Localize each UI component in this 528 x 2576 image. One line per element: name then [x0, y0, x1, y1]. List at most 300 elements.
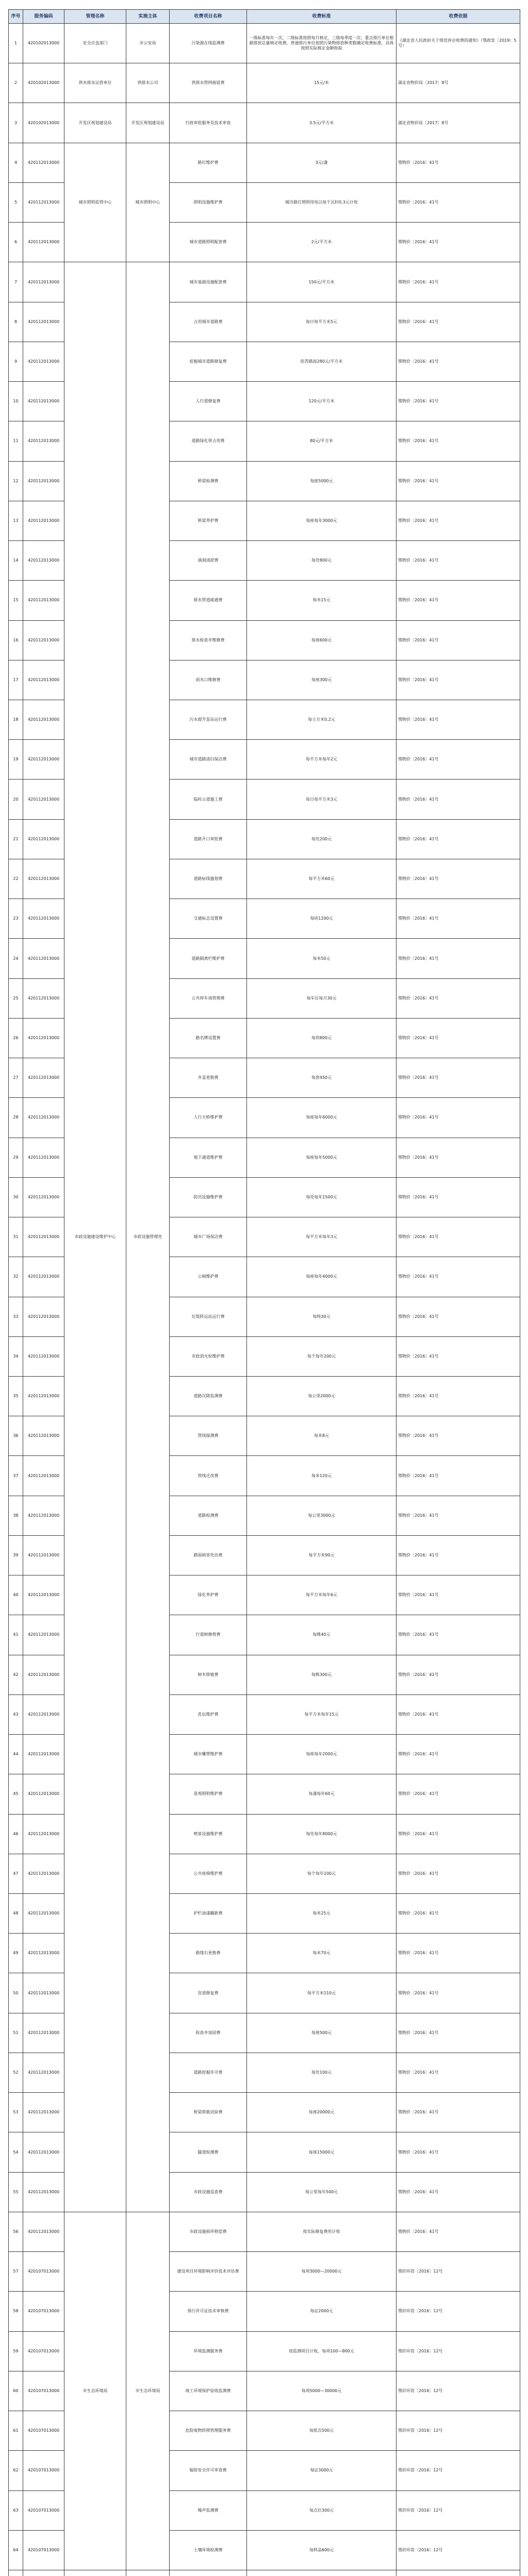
fee-item-name: 照明设施维护费 — [170, 182, 247, 222]
fee-standard: 每米15元 — [247, 581, 397, 620]
row-number: 52 — [9, 2053, 23, 2092]
fee-basis: 鄂物价〔2016〕41号 — [397, 1894, 520, 1934]
fee-standard: 每米50元 — [247, 939, 397, 978]
service-code: 420112013000 — [23, 2093, 64, 2132]
header-cell: 服务编码 — [23, 10, 64, 24]
service-code: 420112013000 — [23, 541, 64, 581]
fee-basis: 鄂物价〔2016〕41号 — [397, 2132, 520, 2172]
row-number: 61 — [9, 2411, 23, 2451]
service-code: 420112013000 — [23, 382, 64, 421]
row-number: 53 — [9, 2093, 23, 2132]
fee-basis: 鄂物价〔2016〕41号 — [397, 1854, 520, 1893]
service-code: 420112013000 — [23, 1376, 64, 1416]
service-code: 420112013000 — [23, 1894, 64, 1934]
row-number — [9, 2570, 23, 2576]
fee-standard: 每吨30元 — [247, 1297, 397, 1336]
fee-basis: 鄂物价〔2016〕41号 — [397, 620, 520, 660]
row-number: 10 — [9, 382, 23, 421]
fee-standard: 每座20000元 — [247, 2093, 397, 2132]
service-code: 420112013000 — [23, 421, 64, 461]
fee-standard: 每平方米每年15元 — [247, 1694, 397, 1734]
fee-item-name: 行政审批服务及技术审查 — [170, 103, 247, 143]
row-number: 31 — [9, 1217, 23, 1257]
fee-item-name: 排水检查井维修费 — [170, 620, 247, 660]
fee-basis: 鄂价环资〔2016〕12号 — [397, 2490, 520, 2530]
row-number: 32 — [9, 1257, 23, 1297]
service-code: 420112013000 — [23, 223, 64, 262]
fee-standard: 每平方米每年6元 — [247, 1575, 397, 1615]
implementing-body: 市生态环境局 — [126, 2212, 170, 2570]
fee-standard: 150元/平方米 — [247, 262, 397, 302]
fee-standard: 每株300元 — [247, 1655, 397, 1694]
service-code: 420112013000 — [23, 501, 64, 540]
fee-item-name: 绿化养护费 — [170, 1575, 247, 1615]
fee-basis: 鄂物价〔2016〕41号 — [397, 302, 520, 342]
fee-standard: 每块1200元 — [247, 899, 397, 939]
service-code — [23, 2570, 64, 2576]
implementing-body: 城市照明中心 — [126, 143, 170, 262]
managing-agency — [64, 2570, 126, 2576]
fee-item-name: 市政设施损坏赔偿费 — [170, 2212, 247, 2251]
fee-standard: 每日每平方米3元 — [247, 779, 397, 819]
service-code: 420112013000 — [23, 581, 64, 620]
fee-item-name: 环境监测服务费 — [170, 2331, 247, 2371]
service-code: 420112013000 — [23, 1456, 64, 1496]
fee-basis: 鄂物价〔2016〕41号 — [397, 1018, 520, 1058]
service-code: 420112013000 — [23, 1336, 64, 1376]
row-number: 45 — [9, 1774, 23, 1814]
row-number: 28 — [9, 1098, 23, 1138]
fee-basis: 鄂物价〔2016〕41号 — [397, 2172, 520, 2212]
service-code: 420112013000 — [23, 899, 64, 939]
fee-item-name: 土壤环境检测费 — [170, 2530, 247, 2570]
fee-standard: 每公里3000元 — [247, 1496, 397, 1535]
fee-table-body — [9, 24, 520, 2576]
row-number: 55 — [9, 2172, 23, 2212]
service-code: 420102013000 — [23, 24, 64, 63]
fee-item-name: 路名牌设置费 — [170, 1018, 247, 1058]
service-code: 420112013000 — [23, 620, 64, 660]
fee-item-name: 竣工环境保护验收监测费 — [170, 2371, 247, 2411]
fee-basis: 湖北省物价局〔2017〕8号 — [397, 63, 520, 103]
row-number: 22 — [9, 859, 23, 899]
fee-item-name: 城市道路照明配套费 — [170, 223, 247, 262]
managing-agency: 供水排水运营单位 — [64, 63, 126, 103]
fee-standard: 每座每年2000元 — [247, 1735, 397, 1774]
fee-item-name: 检查井加固费 — [170, 2013, 247, 2053]
row-number: 29 — [9, 1138, 23, 1177]
row-number: 57 — [9, 2252, 23, 2292]
fee-item-name: 树木移植费 — [170, 1655, 247, 1694]
row-number: 7 — [9, 262, 23, 302]
fee-basis: 鄂物价〔2016〕41号 — [397, 2212, 520, 2251]
row-number: 24 — [9, 939, 23, 978]
row-number: 44 — [9, 1735, 23, 1774]
service-code: 420112013000 — [23, 1496, 64, 1535]
fee-standard: 按监测项目计收，每项100—800元 — [247, 2331, 397, 2371]
row-number: 54 — [9, 2132, 23, 2172]
service-code: 420112013000 — [23, 461, 64, 501]
fee-standard: 每米8元 — [247, 1416, 397, 1456]
service-code: 420112013000 — [23, 1177, 64, 1217]
fee-standard: 每座600元 — [247, 620, 397, 660]
fee-basis: 鄂物价〔2016〕41号 — [397, 1575, 520, 1615]
row-number: 50 — [9, 1973, 23, 2013]
implementing-body — [126, 2570, 170, 2576]
fee-basis: 鄂价环资〔2016〕12号 — [397, 2451, 520, 2490]
row-number: 49 — [9, 1934, 23, 1973]
row-number: 48 — [9, 1894, 23, 1934]
fee-basis: 鄂物价〔2016〕41号 — [397, 1774, 520, 1814]
fee-basis: 《湖北省人民政府关于规范涉企收费的通知》（鄂政发〔2019〕5号） — [397, 24, 520, 63]
service-code: 420112013000 — [23, 1535, 64, 1575]
fee-standard: 一级标准每年一次，二级标准按照每月核定，三级每季度一次；重点排污单位根据排放总量核定收费，普通排污单位按照污染物排放种类数确定收费标准，具体按照实际核定金额收取 — [247, 24, 397, 63]
fee-item-name: 盲道修复费 — [170, 1973, 247, 2013]
fee-item-name: 桥梁养护费 — [170, 501, 247, 540]
fee-basis: 鄂物价〔2016〕41号 — [397, 541, 520, 581]
row-number: 5 — [9, 182, 23, 222]
fee-basis: 鄂物价〔2016〕41号 — [397, 1934, 520, 1973]
fee-basis: 鄂物价〔2016〕41号 — [397, 1058, 520, 1098]
service-code: 420112013000 — [23, 2172, 64, 2212]
row-number: 60 — [9, 2371, 23, 2411]
service-code: 420112013000 — [23, 1297, 64, 1336]
service-code: 420102013000 — [23, 63, 64, 103]
fee-standard: 沥青路面280元/平方米 — [247, 342, 397, 381]
service-code: 420112013000 — [23, 1934, 64, 1973]
row-number: 47 — [9, 1854, 23, 1893]
fee-standard: 城市路灯照明用电以每千瓦时0.3元计收 — [247, 182, 397, 222]
service-code: 420112013000 — [23, 660, 64, 700]
fee-item-name: 井盖更换费 — [170, 1058, 247, 1098]
service-code: 420112013000 — [23, 143, 64, 182]
header-cell: 序号 — [9, 10, 23, 24]
fee-item-name: 隧道检测费 — [170, 2132, 247, 2172]
fee-item-name: 城市基础设施配套费 — [170, 262, 247, 302]
fee-basis: 鄂物价〔2016〕41号 — [397, 1098, 520, 1138]
fee-item-name: 道路隔离栏维护费 — [170, 939, 247, 978]
fee-basis: 鄂物价〔2016〕41号 — [397, 978, 520, 1018]
fee-standard: 每盏每年60元 — [247, 1774, 397, 1814]
header-cell: 实施主体 — [126, 10, 170, 24]
fee-basis: 鄂物价〔2016〕41号 — [397, 342, 520, 381]
fee-standard: 每座每年3000元 — [247, 501, 397, 540]
service-code: 420112013000 — [23, 1416, 64, 1456]
fee-item-name: 防汛设施维护费 — [170, 1177, 247, 1217]
row-number: 59 — [9, 2331, 23, 2371]
service-code: 420112013000 — [23, 2132, 64, 2172]
service-code: 420112013000 — [23, 1973, 64, 2013]
fee-item-name: 城市道路清扫保洁费 — [170, 740, 247, 779]
fee-item-name: 护栏油漆翻新费 — [170, 1894, 247, 1934]
fee-basis: 鄂物价〔2016〕41号 — [397, 262, 520, 302]
header-cell: 收费项目名称 — [170, 10, 247, 24]
fee-basis: 鄂物价〔2016〕41号 — [397, 2053, 520, 2092]
fee-basis: 鄂价环资〔2016〕12号 — [397, 2411, 520, 2451]
fee-standard: 每株40元 — [247, 1615, 397, 1655]
fee-basis: 鄂物价〔2016〕41号 — [397, 2093, 520, 2132]
fee-standard: 每处每年8000元 — [247, 1814, 397, 1854]
fee-item-name: 市政消火栓维护费 — [170, 1336, 247, 1376]
fee-basis: 鄂物价〔2016〕41号 — [397, 1973, 520, 2013]
service-code: 420112013000 — [23, 1774, 64, 1814]
row-number: 26 — [9, 1018, 23, 1058]
fee-basis: 鄂物价〔2016〕41号 — [397, 1814, 520, 1854]
service-code: 420112013000 — [23, 859, 64, 899]
fee-standard: 每证3000元 — [247, 2451, 397, 2490]
fee-item-name: 道路挖掘许可费 — [170, 2053, 247, 2092]
fee-basis: 鄂物价〔2016〕41号 — [397, 859, 520, 899]
service-code: 420112013000 — [23, 2212, 64, 2251]
row-number: 33 — [9, 1297, 23, 1336]
service-code: 420112013000 — [23, 1735, 64, 1774]
service-code: 420112013000 — [23, 1655, 64, 1694]
managing-agency: 市政设施建设维护中心 — [64, 262, 126, 2212]
row-number: 36 — [9, 1416, 23, 1456]
managing-agency: 开发区规划建设局 — [64, 103, 126, 143]
row-number: 64 — [9, 2530, 23, 2570]
table-row — [9, 143, 520, 182]
fee-standard: 每座每年6000元 — [247, 1098, 397, 1138]
fee-basis: 鄂物价〔2016〕41号 — [397, 182, 520, 222]
fee-standard: 每公里每年500元 — [247, 2172, 397, 2212]
fee-standard: 每车位每月30元 — [247, 978, 397, 1018]
fee-standard: 每个每年100元 — [247, 1854, 397, 1893]
fee-standard: 每项3000—20000元 — [247, 2252, 397, 2292]
managing-agency: 市生态环境局 — [64, 2212, 126, 2570]
fee-standard: 3.5元/平方米 — [247, 103, 397, 143]
fee-item-name: 人行天桥维护费 — [170, 1098, 247, 1138]
service-code: 420112013000 — [23, 342, 64, 381]
row-number: 8 — [9, 302, 23, 342]
fee-item-name: 道路标线施划费 — [170, 859, 247, 899]
fee-standard: 3元/盏 — [247, 143, 397, 182]
fee-item-name: 道路检测费 — [170, 1496, 247, 1535]
fee-item-name: 地下通道维护费 — [170, 1138, 247, 1177]
row-number: 6 — [9, 223, 23, 262]
fee-table — [8, 9, 520, 2576]
fee-standard: 每处每年1500元 — [247, 1177, 397, 1217]
service-code: 420107013000 — [23, 2411, 64, 2451]
fee-basis: 鄂价环资〔2016〕12号 — [397, 2252, 520, 2292]
fee-item-name: 辐射安全许可审查费 — [170, 2451, 247, 2490]
service-code: 420112013000 — [23, 302, 64, 342]
fee-basis: 鄂物价〔2016〕41号 — [397, 382, 520, 421]
service-code: 420112013000 — [23, 978, 64, 1018]
service-code: 420107013000 — [23, 2331, 64, 2371]
row-number: 16 — [9, 620, 23, 660]
row-number: 35 — [9, 1376, 23, 1416]
fee-item-name: 公共停车场管理费 — [170, 978, 247, 1018]
fee-item-name: 建设项目环境影响评价技术评估费 — [170, 2252, 247, 2292]
fee-item-name: 道路沉降监测费 — [170, 1376, 247, 1416]
fee-item-name: 交通标志设置费 — [170, 899, 247, 939]
fee-basis: 鄂物价〔2016〕41号 — [397, 700, 520, 739]
row-number: 62 — [9, 2451, 23, 2490]
fee-item-name: 占用城市道路费 — [170, 302, 247, 342]
fee-item-name: 城市雕塑维护费 — [170, 1735, 247, 1774]
fee-basis: 鄂物价〔2016〕41号 — [397, 143, 520, 182]
table-header-row — [9, 10, 520, 24]
table-row — [9, 63, 520, 103]
row-number: 15 — [9, 581, 23, 620]
fee-basis: 鄂物价〔2016〕41号 — [397, 1217, 520, 1257]
fee-basis — [397, 2570, 520, 2576]
row-number: 23 — [9, 899, 23, 939]
service-code: 420112013000 — [23, 1814, 64, 1854]
fee-basis: 鄂物价〔2016〕41号 — [397, 1376, 520, 1416]
fee-item-name: 行道树修剪费 — [170, 1615, 247, 1655]
fee-standard: 每样品600元 — [247, 2530, 397, 2570]
row-number: 27 — [9, 1058, 23, 1098]
fee-basis: 鄂物价〔2016〕41号 — [397, 1297, 520, 1336]
service-code: 420112013000 — [23, 1217, 64, 1257]
fee-basis: 鄂物价〔2016〕41号 — [397, 899, 520, 939]
implementing-body: 市政设施管理处 — [126, 262, 170, 2212]
service-code: 420112013000 — [23, 740, 64, 779]
fee-standard: 每批次500元 — [247, 2411, 397, 2451]
row-number: 40 — [9, 1575, 23, 1615]
fee-standard: 每处200元 — [247, 819, 397, 859]
fee-item-name: 喷泉设施维护费 — [170, 1814, 247, 1854]
row-number: 30 — [9, 1177, 23, 1217]
fee-basis: 鄂价环资〔2016〕12号 — [397, 2371, 520, 2411]
service-code: 420112013000 — [23, 819, 64, 859]
service-code: 420112013000 — [23, 1854, 64, 1893]
fee-item-name: 路缘石更换费 — [170, 1934, 247, 1973]
table-row — [9, 262, 520, 302]
fee-basis: 鄂物价〔2016〕41号 — [397, 1694, 520, 1734]
table-row — [9, 2212, 520, 2251]
fee-standard: 每处800元 — [247, 541, 397, 581]
fee-standard: 每平方米每年3元 — [247, 1217, 397, 1257]
fee-standard: 2元/平方米 — [247, 223, 397, 262]
row-number: 58 — [9, 2292, 23, 2331]
fee-standard: 每平方米90元 — [247, 1535, 397, 1575]
fee-item-name: 垃圾转运站运行费 — [170, 1297, 247, 1336]
fee-item-name: 临时占道施工费 — [170, 779, 247, 819]
fee-basis: 鄂物价〔2016〕41号 — [397, 819, 520, 859]
service-code: 420112013000 — [23, 779, 64, 819]
service-code: 420107013000 — [23, 2490, 64, 2530]
service-code: 420107013000 — [23, 2451, 64, 2490]
fee-basis: 鄂价环资〔2016〕12号 — [397, 2530, 520, 2570]
fee-item-name: 涵洞清淤费 — [170, 541, 247, 581]
fee-basis: 鄂物价〔2016〕41号 — [397, 1535, 520, 1575]
fee-basis: 鄂物价〔2016〕41号 — [397, 1735, 520, 1774]
fee-basis: 鄂物价〔2016〕41号 — [397, 1456, 520, 1496]
fee-basis: 鄂物价〔2016〕41号 — [397, 660, 520, 700]
row-number: 13 — [9, 501, 23, 540]
row-number: 18 — [9, 700, 23, 739]
row-number: 41 — [9, 1615, 23, 1655]
service-code: 420112013000 — [23, 2013, 64, 2053]
fee-item-name: 花坛维护费 — [170, 1694, 247, 1734]
fee-basis: 鄂物价〔2016〕41号 — [397, 461, 520, 501]
fee-standard: 每米25元 — [247, 1894, 397, 1934]
service-code: 420112013000 — [23, 2053, 64, 2092]
fee-item-name: 挖掘城市道路修复费 — [170, 342, 247, 381]
fee-basis: 鄂物价〔2016〕41号 — [397, 501, 520, 540]
header-cell: 管理名称 — [64, 10, 126, 24]
fee-standard — [247, 2570, 397, 2576]
fee-item-name: 人行道修复费 — [170, 382, 247, 421]
row-number: 17 — [9, 660, 23, 700]
fee-item-name: 危险废物转移管理服务费 — [170, 2411, 247, 2451]
fee-standard: 每座5000元 — [247, 461, 397, 501]
fee-standard: 120元/平方米 — [247, 382, 397, 421]
service-code: 420107013000 — [23, 2292, 64, 2331]
fee-item-name: 路灯维护费 — [170, 143, 247, 182]
fee-standard: 每证2000元 — [247, 2292, 397, 2331]
fee-basis: 鄂物价〔2016〕41号 — [397, 1138, 520, 1177]
row-number: 51 — [9, 2013, 23, 2053]
fee-item-name: 噪声监测费 — [170, 2490, 247, 2530]
fee-basis: 鄂物价〔2016〕41号 — [397, 2013, 520, 2053]
service-code: 420112013000 — [23, 1694, 64, 1734]
fee-standard: 每公里2000元 — [247, 1376, 397, 1416]
fee-basis: 鄂物价〔2016〕41号 — [397, 1496, 520, 1535]
fee-standard: 每点位300元 — [247, 2490, 397, 2530]
service-code: 420107013000 — [23, 2530, 64, 2570]
fee-basis: 鄂物价〔2016〕41号 — [397, 740, 520, 779]
service-code: 420112013000 — [23, 1098, 64, 1138]
fee-item-name: 公厕维护费 — [170, 1257, 247, 1297]
fee-standard: 每平方米110元 — [247, 1973, 397, 2013]
fee-standard: 每块800元 — [247, 1018, 397, 1058]
implementing-body: 市公安局 — [126, 24, 170, 63]
fee-item-name: 排污许可证技术审核费 — [170, 2292, 247, 2331]
fee-standard: 每个每年200元 — [247, 1336, 397, 1376]
fee-standard: 80元/平方米 — [247, 421, 397, 461]
table-row — [9, 2570, 520, 2576]
row-number: 46 — [9, 1814, 23, 1854]
fee-standard: 每座300元 — [247, 660, 397, 700]
fee-basis: 鄂物价〔2016〕41号 — [397, 1416, 520, 1456]
fee-standard: 每座500元 — [247, 2013, 397, 2053]
fee-standard: 每米70元 — [247, 1934, 397, 1973]
row-number: 63 — [9, 2490, 23, 2530]
fee-item-name: 污水提升泵站运行费 — [170, 700, 247, 739]
fee-item-name: 道路开口审批费 — [170, 819, 247, 859]
service-code: 420102013000 — [23, 103, 64, 143]
table-row — [9, 103, 520, 143]
service-code: 420112013000 — [23, 1138, 64, 1177]
row-number: 1 — [9, 24, 23, 63]
service-code: 420112013000 — [23, 1018, 64, 1058]
row-number: 9 — [9, 342, 23, 381]
fee-item-name: 污染源在线监测费 — [170, 24, 247, 63]
fee-item-name: 雨水口维修费 — [170, 660, 247, 700]
service-code: 420112013000 — [23, 939, 64, 978]
fee-standard: 每座15000元 — [247, 2132, 397, 2172]
fee-standard: 每平方米60元 — [247, 859, 397, 899]
fee-standard: 每座每年4000元 — [247, 1257, 397, 1297]
fee-item-name: 桥梁检测费 — [170, 461, 247, 501]
fee-item-name: 排水管道疏通费 — [170, 581, 247, 620]
fee-item-name: 景观照明维护费 — [170, 1774, 247, 1814]
service-code: 420112013000 — [23, 1575, 64, 1615]
row-number: 39 — [9, 1535, 23, 1575]
fee-basis: 湖北省物价局〔2017〕8号 — [397, 103, 520, 143]
row-number: 12 — [9, 461, 23, 501]
row-number: 42 — [9, 1655, 23, 1694]
fee-item-name: 公共座椅维护费 — [170, 1854, 247, 1893]
managing-agency: 城市照明监管中心 — [64, 143, 126, 262]
implementing-body: 开发区规划建设局 — [126, 103, 170, 143]
fee-item-name: 路面病害处治费 — [170, 1535, 247, 1575]
managing-agency: 安全应急部门 — [64, 24, 126, 63]
